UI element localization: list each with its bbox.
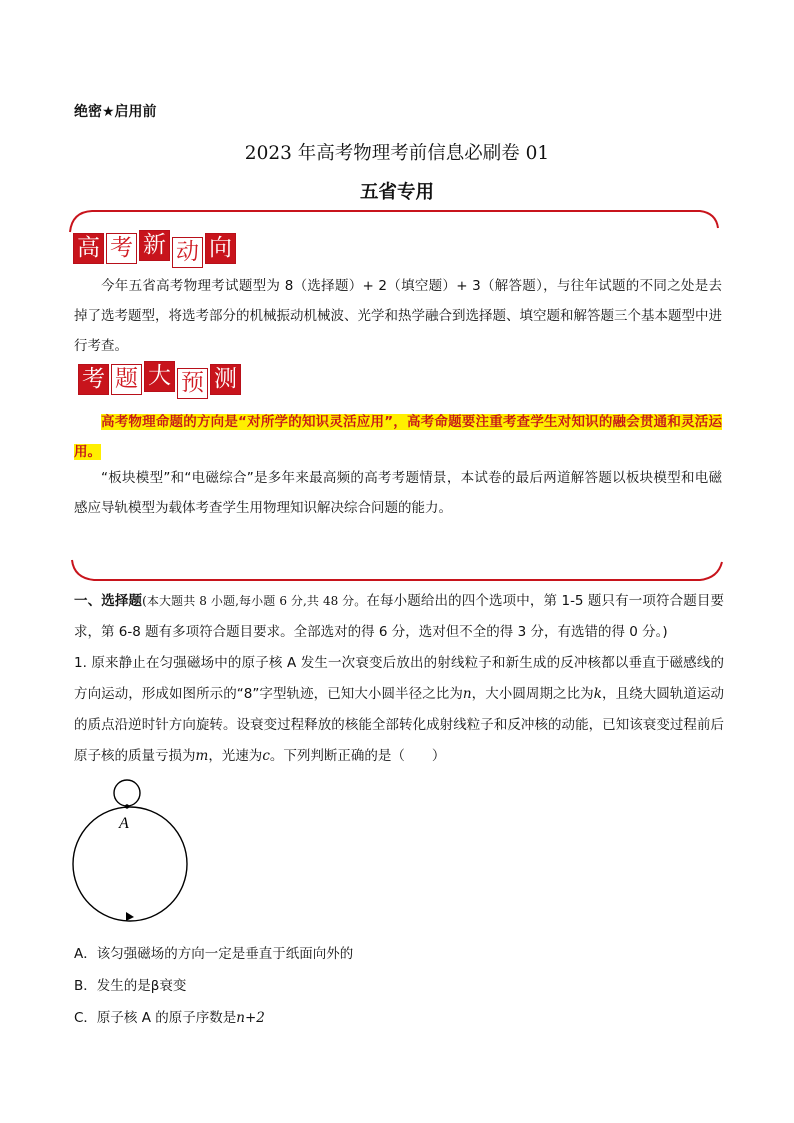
var-n: n [462,686,472,702]
option-b: B．发生的是β衰变 [74,978,187,994]
badge-char: 高 [73,233,104,264]
bottom-frame-arc [72,560,722,580]
figure-eight-trajectory [70,776,194,922]
badge-char: 动 [172,237,203,268]
question-1-stem [74,648,724,772]
var-k: k [593,686,602,702]
small-circle [114,780,140,806]
option-c-text: C．原子核 A 的原子序数是 [74,1010,237,1026]
badge-char: 向 [205,233,236,264]
confidential-label: 绝密★启用前 [74,104,157,120]
badge-char: 测 [210,364,241,395]
highlight-paragraph [74,407,722,467]
var-c: c [262,748,270,764]
stem-text: ，光速为 [208,748,263,764]
section-header [74,586,724,648]
option-c [74,1006,265,1026]
new-trends-badge [73,233,236,268]
large-circle [73,807,187,921]
highlighted-text: 高考物理命题的方向是“对所学的知识灵活应用”，高考命题要注重考查学生对知识的融会贯通和灵活运用。 [74,414,722,460]
stem-text: 。下列判断正确的是（ ） [269,748,446,764]
option-a: A．该匀强磁场的方向一定是垂直于纸面向外的 [74,946,354,962]
stem-text: 1. 原来静止在匀强磁场中的原子核 A 发生一次衰变后放出的射线粒子和新生成的反冲核都以垂直于磁感线的方向运动，形成如图所示的“8”字型轨迹，已知大小圆半径之比为 [74,655,724,702]
page-subtitle: 五省专用 [359,182,434,203]
var-m: m [195,748,209,764]
badge-char: 题 [111,364,142,395]
badge-char: 考 [106,233,137,264]
direction-arrow [126,912,134,921]
point-a-label: A [119,815,129,832]
section-heading: 一、选择题 [74,593,143,609]
option-c-math: n+2 [236,1010,265,1026]
stem-text: ，大小圆周期之比为 [471,686,594,702]
badge-char: 新 [139,230,170,261]
top-frame-arc [70,211,718,232]
section-instructions: 在每小题给出的四个选项中，第 1-5 题只有一项符合题目要求，第 6-8 题有多项符合题目要求。全部选对的得 6 分，选对但不全的得 3 分，有选错的得 0 分。) [74,593,724,640]
prediction-badge [78,364,241,399]
page-title: 2023 年高考物理考前信息必刷卷 01 [244,143,550,164]
intro-paragraph-1: 今年五省高考物理考试题型为 8（选择题）+ 2（填空题）+ 3（解答题），与往年试题的不同之处是去掉了选考题型，将选考部分的机械振动机械波、光学和热学融合到选择题、填空题和解答题三个基本题型中进行考查。 [74,278,722,354]
stem-text: ，且绕大圆轨道运动的质点沿逆时针方向旋转。设衰变过程释放的核能全部转化成射线粒子和反冲核的动能，已知该衰变过程前后原子核的质量亏损为 [74,686,725,764]
intro-paragraph-3: “板块模型”和“电磁综合”是多年来最高频的高考考题情景，本试卷的最后两道解答题以板块模型和电磁感应导轨模型为载体考查学生用物理知识解决综合问题的能力。 [74,470,722,516]
badge-char: 预 [177,368,208,399]
badge-char: 考 [78,364,109,395]
point-a [125,804,129,808]
section-heading-note: (本大题共 8 小题,每小题 6 分,共 48 分。 [142,594,367,608]
badge-char: 大 [144,361,175,392]
